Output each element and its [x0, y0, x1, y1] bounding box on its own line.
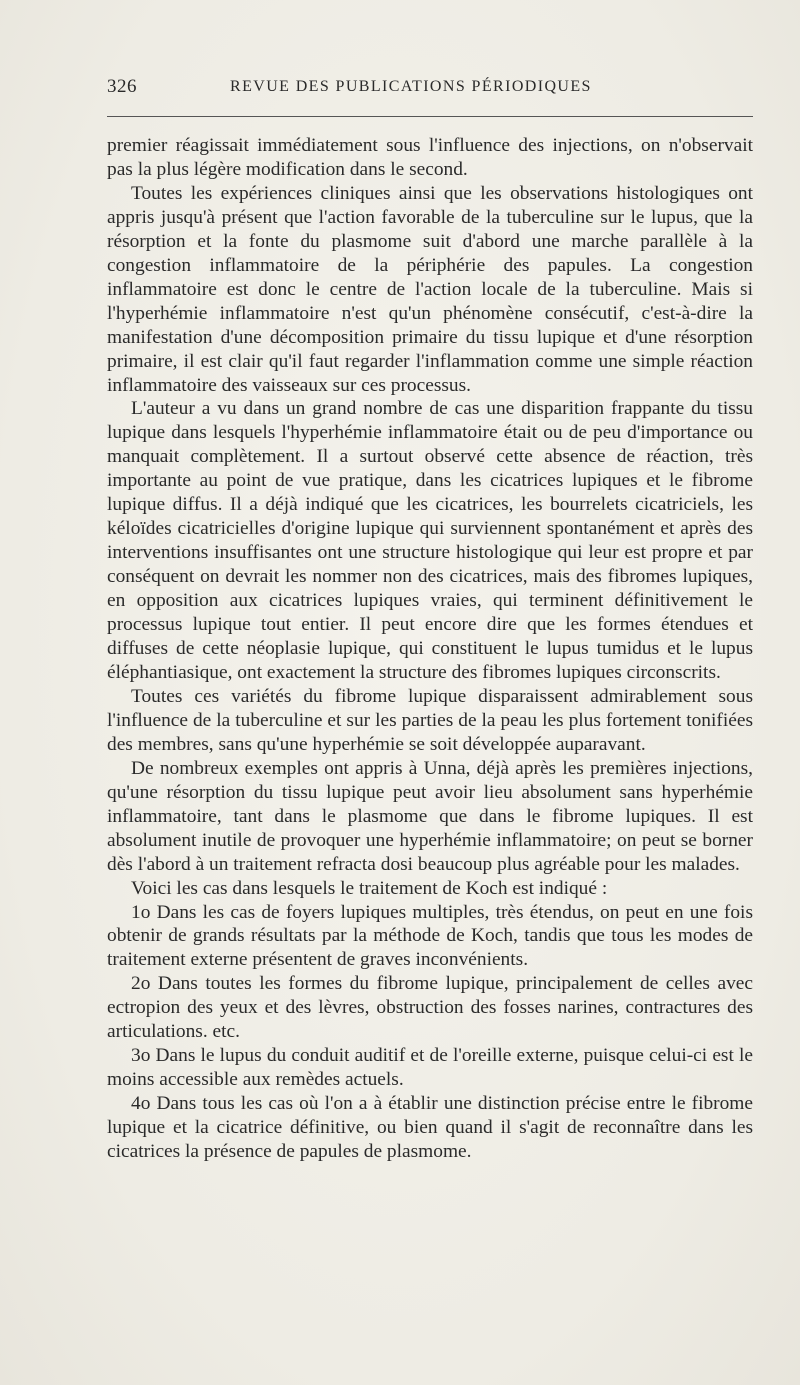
page-number: 326	[107, 76, 137, 97]
body-text	[107, 134, 753, 1164]
header-rule	[107, 116, 753, 117]
running-title: REVUE DES PUBLICATIONS PÉRIODIQUES	[230, 78, 592, 95]
paragraph-fibrome-varieties: Toutes ces variétés du fibrome lupique disparaissent admirablement sous l'influence de la tuberculine et sur les parties de la peau les plus fortement tonifiées des membres, sans qu'une hyperhémie se soit développée auparavant.	[107, 685, 753, 755]
paragraph-indications-intro: Voici les cas dans lesquels le traitement de Koch est indiqué :	[131, 877, 608, 899]
list-item-indication-1: 1o Dans les cas de foyers lupiques multiples, très étendus, on peut en une fois obtenir de grands résultats par la méthode de Koch, tandis que tous les modes de traitement externe présentent de graves inconvénients.	[107, 901, 753, 971]
paragraph-unna-examples: De nombreux exemples ont appris à Unna, déjà après les premières injections, qu'une résorption du tissu lupique peut avoir lieu absolument sans hyperhémie inflammatoire, tant dans le plasmome que dans le fibrome lupiques. Il est absolument inutile de provoquer une hyperhémie inflammatoire; on peut se borner dès l'abord à un traitement refracta dosi beaucoup plus agréable pour les malades.	[107, 757, 753, 875]
list-item-indication-2: 2o Dans toutes les formes du fibrome lupique, principalement de celles avec ectropion des yeux et des lèvres, obstruction des fosses narines, contractures des articulations. etc.	[107, 973, 753, 1043]
list-item-indication-4: 4o Dans tous les cas où l'on a à établir une distinction précise entre le fibrome lupique et la cicatrice définitive, ou bien quand il s'agit de reconnaître dans les cicatrices la présence de papules de plasmome.	[107, 1093, 753, 1163]
paragraph-continuation: premier réagissait immédiatement sous l'influence des injections, on n'observait pas la plus légère modification dans le second.	[107, 135, 753, 180]
list-item-indication-3: 3o Dans le lupus du conduit auditif et de l'oreille externe, puisque celui-ci est le moins accessible aux remèdes actuels.	[107, 1045, 753, 1091]
page-header	[107, 76, 753, 102]
paragraph-author-observations: L'auteur a vu dans un grand nombre de cas une disparition frappante du tissu lupique dans lesquels l'hyperhémie inflammatoire était ou de peu d'importance ou manquait complètement. Il a surtout observé cette absence de réaction, très importante au point de vue pratique, dans les cicatrices lupiques et le fibrome lupique diffus. Il a déjà indiqué que les cicatrices, les bourrelets cicatriciels, les kéloïdes cicatricielles d'origine lupique qui surviennent spontanément et après des interventions insuffisantes ont une structure histologique qui leur est propre et par conséquent on devrait les nommer non des cicatrices, mais des fibromes lupiques, en opposition aux cicatrices lupiques vraies, qui terminent définitivement le processus lupique tout entier. Il peut encore dire que les formes étendues et diffuses de cette néoplasie lupique, qui constituent le lupus tumidus et le lupus éléphantiasique, ont exactement la structure des fibromes lupiques circonscrits.	[107, 398, 753, 683]
paragraph-clinical-experiences: Toutes les expériences cliniques ainsi que les observations histologiques ont appris jusqu'à présent que l'action favorable de la tuberculine sur le lupus, que la résorption et la fonte du plasmome suit d'abord une marche parallèle à la congestion inflammatoire de la périphérie des papules. La congestion inflammatoire est donc le centre de l'action locale de la tuberculine. Mais si l'hyperhémie inflammatoire n'est qu'un phénomène consécutif, c'est-à-dire la manifestation d'une décomposition primaire du tissu lupique et d'une résorption primaire, il est clair qu'il faut regarder l'inflammation comme une simple réaction inflammatoire des vaisseaux sur ces processus.	[107, 182, 753, 396]
